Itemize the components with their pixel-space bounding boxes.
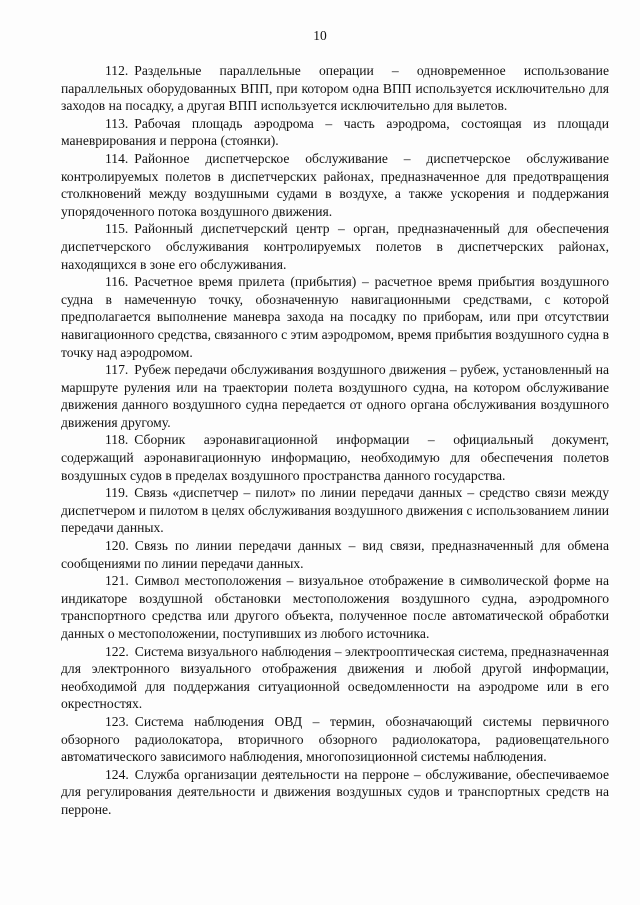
paragraph-number: 112. [105, 63, 129, 78]
paragraph-text: Районное диспетчерское обслуживание – диспетчерское обслуживание контролируемых полетов в диспетчерских районах, предназначенное для предотвращения столкновений между воздушными судами в воздухе, а также ускорения и поддержания упорядоченного потока воздушного движения. [61, 150, 609, 219]
paragraph-text: Рубеж передачи обслуживания воздушного движения – рубеж, установленный на маршруте руления или на траектории полета воздушного судна, на котором обслуживание движения данного воздушного судна передается от одного органа обслуживания воздушного движения другому. [61, 362, 609, 430]
page-number: 10 [313, 28, 327, 43]
paragraph-text: Служба организации деятельности на перроне – обслуживание, обеспечиваемое для регулирования деятельности и движения воздушных судов и транспортных средств на перроне. [61, 766, 609, 817]
paragraph-number: 123. [105, 713, 129, 729]
paragraph-text: Расчетное время прилета (прибытия) – расчетное время прибытия воздушного судна в намеченную точку, обозначенную навигационными средствами, с которой предполагается выполнение маневра захода на посадку по приборам, или при отсутствии навигационного средства, связанного с этим аэродромом, время прибытия воздушного судна в точку над аэродромом. [61, 274, 609, 360]
paragraph-116 [61, 273, 609, 361]
paragraph-text: Связь по линии передачи данных – вид связи, предназначенный для обмена сообщениями по линии передачи данных. [61, 538, 609, 571]
paragraph-text: Символ местоположения – визуальное отображение в символической форме на индикаторе воздушной обстановки местоположения воздушного судна, аэродромного транспортного средства или другого объекта, полученное после автоматической обработки данных о местоположении, поступивших из любого источника. [61, 573, 609, 641]
paragraph-121 [61, 572, 609, 642]
paragraph-114 [61, 150, 609, 220]
paragraph-120 [61, 537, 609, 572]
paragraph-number: 116. [105, 274, 129, 290]
paragraph-text: Связь «диспетчер – пилот» по линии передачи данных – средство связи между диспетчером и пилотом в целях обслуживания воздушного движения с использованием линии передачи данных. [61, 485, 609, 536]
paragraph-number: 122. [105, 643, 129, 659]
paragraph-text: Система наблюдения ОВД – термин, обозначающий системы первичного обзорного радиолокатора, вторичного обзорного радиолокатора, радиовещательного автоматического зависимого наблюдения, многопозиционной системы наблюдения. [61, 713, 609, 765]
paragraph-text: Рабочая площадь аэродрома – часть аэродрома, состоящая из площади маневрирования и перрона (стоянки). [61, 115, 609, 149]
paragraph-112 [61, 62, 609, 115]
paragraph-115 [61, 220, 609, 273]
paragraph-number: 113. [105, 115, 129, 131]
paragraph-number: 124. [105, 766, 129, 782]
paragraph-number: 121. [105, 573, 129, 589]
paragraph-123 [61, 713, 609, 766]
paragraph-number: 114. [105, 150, 129, 166]
paragraph-122 [61, 643, 609, 713]
paragraph-118 [61, 431, 609, 484]
paragraph-text: Система визуального наблюдения – электрооптическая система, предназначенная для электронного визуального отображения движения и любой другой информации, необходимой для поддержания ситуационной осведомленности на аэродроме или в его окрестностях. [61, 643, 609, 712]
paragraph-number: 117. [105, 362, 129, 378]
paragraph-124 [61, 766, 609, 819]
paragraph-text: Сборник аэронавигационной информации – официальный документ, содержащий аэронавигационную информацию, необходимую для обеспечения полетов воздушных судов в пределах воздушного пространства данного государства. [61, 432, 609, 483]
paragraph-119 [61, 484, 609, 537]
paragraph-number: 118. [105, 432, 129, 448]
paragraph-text: Районный диспетчерский центр – орган, предназначенный для обеспечения диспетчерского обслуживания контролируемых полетов в диспетчерских районах, находящихся в зоне его обслуживания. [61, 221, 609, 272]
paragraph-number: 120. [105, 538, 129, 554]
document-body [61, 62, 609, 819]
paragraph-113 [61, 115, 609, 150]
paragraph-number: 119. [105, 485, 129, 501]
paragraph-text: Раздельные параллельные операции – одновременное использование параллельных оборудованных ВПП, при котором одна ВПП используется исключительно для заходов на посадку, а другая ВПП используется исключительно для вылетов. [61, 63, 609, 114]
paragraph-117 [61, 361, 609, 431]
paragraph-number: 115. [105, 221, 129, 237]
